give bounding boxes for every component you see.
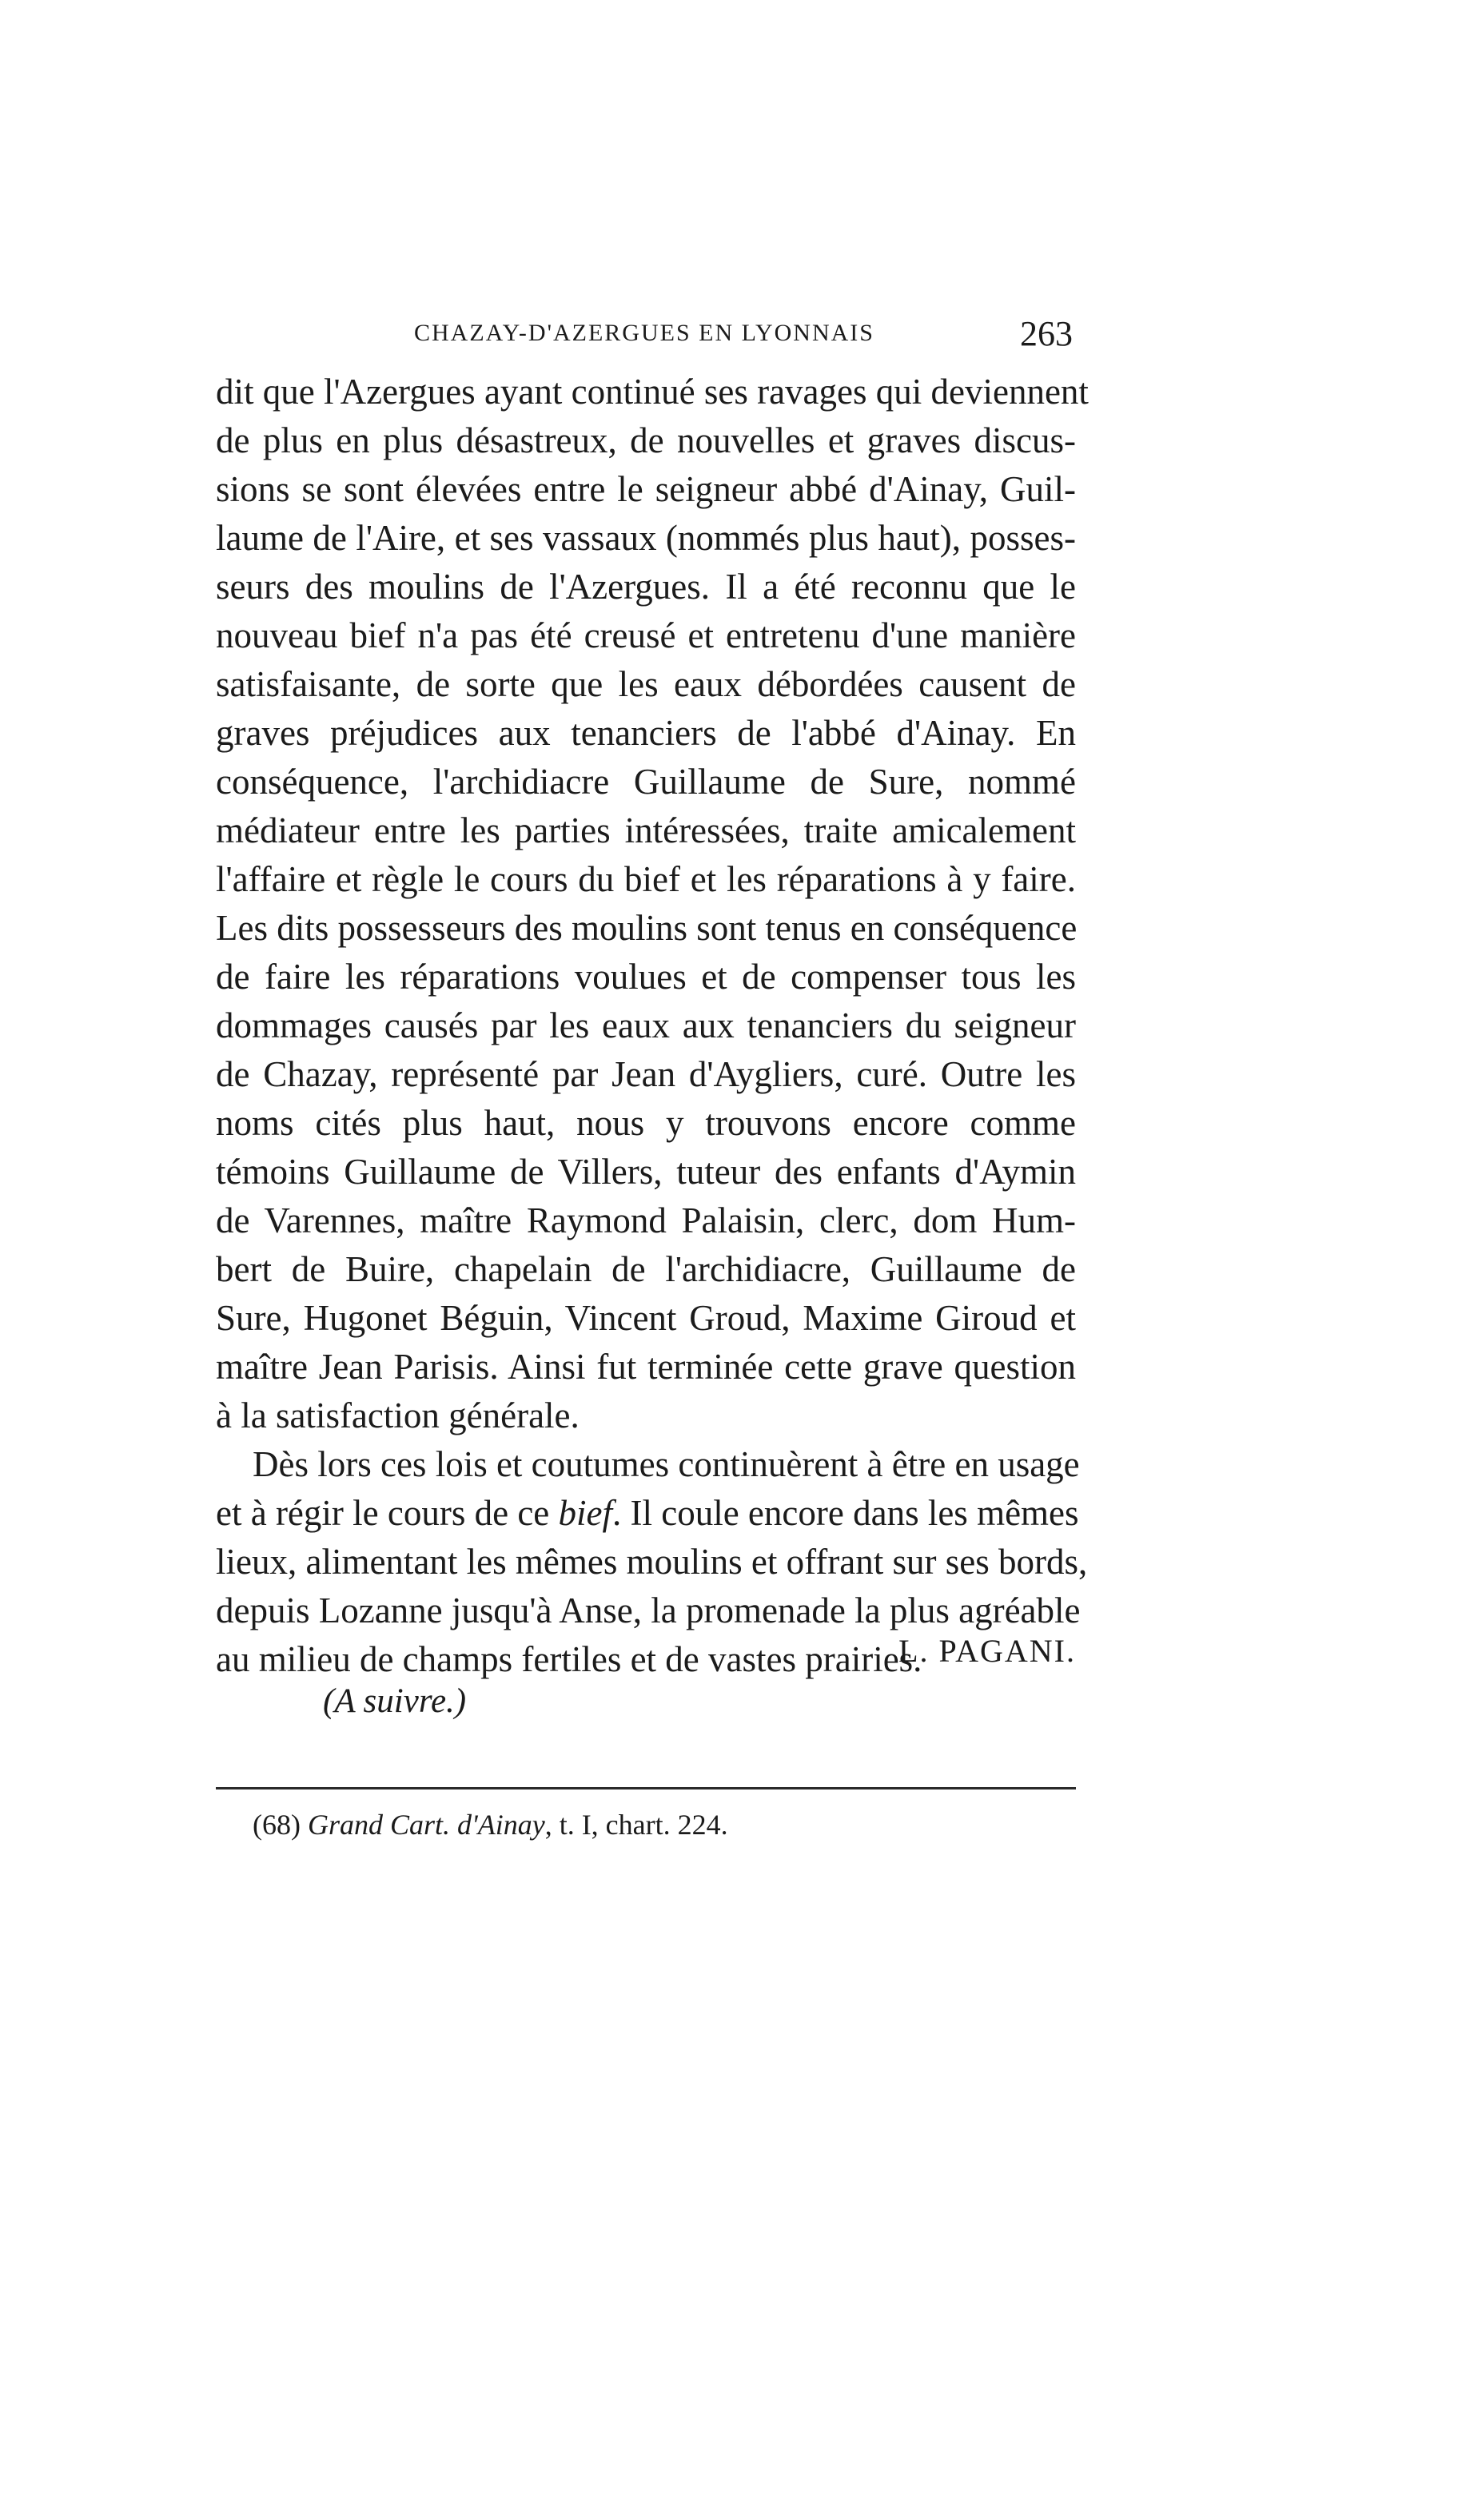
text-line: dommages causés par les eaux aux tenanciers du seigneur xyxy=(216,1005,1076,1045)
page-number: 263 xyxy=(1020,314,1073,353)
text-line: satisfaisante, de sorte que les eaux débordées causent de xyxy=(216,664,1076,704)
body-text xyxy=(216,368,1089,1684)
text-line: seurs des moulins de l'Azergues. Il a été reconnu que le xyxy=(216,567,1076,607)
page-header xyxy=(216,313,1076,361)
text-line: à la satisfaction générale. xyxy=(216,1395,580,1435)
text-segment: et à régir le cours de ce xyxy=(216,1493,559,1533)
text-line: maître Jean Parisis. Ainsi fut terminée cette grave question xyxy=(216,1347,1076,1387)
text-line: de faire les réparations voulues et de compenser tous les xyxy=(216,957,1076,997)
footnote-number: (68) xyxy=(253,1809,301,1841)
to-be-continued-note: (A suivre.) xyxy=(323,1682,467,1720)
text-segment: . Il coule encore dans les mêmes xyxy=(612,1493,1079,1533)
italic-word: bief xyxy=(558,1493,612,1533)
running-title: CHAZAY-D'AZERGUES EN LYONNAIS xyxy=(414,320,874,346)
footnote-divider xyxy=(216,1787,1076,1789)
footnote-source-details: , t. I, chart. 224. xyxy=(544,1809,728,1841)
text-line: l'affaire et règle le cours du bief et les réparations à y faire. xyxy=(216,859,1076,899)
text-line: dit que l'Azergues ayant continué ses ravages qui deviennent xyxy=(216,372,1089,412)
text-line: noms cités plus haut, nous y trouvons encore comme xyxy=(216,1103,1076,1143)
text-line: Sure, Hugonet Béguin, Vincent Groud, Maxime Giroud et xyxy=(216,1298,1076,1338)
footnote xyxy=(253,1808,728,1841)
text-line: depuis Lozanne jusqu'à Anse, la promenade la plus agréable xyxy=(216,1590,1081,1630)
text-line: au milieu de champs fertiles et de vastes prairies. xyxy=(216,1639,922,1679)
text-line xyxy=(216,1489,1079,1538)
text-line: médiateur entre les parties intéressées, traite amicalement xyxy=(216,810,1076,850)
text-line: Les dits possesseurs des moulins sont tenus en conséquence xyxy=(216,908,1078,948)
text-line: graves préjudices aux tenanciers de l'abbé d'Ainay. En xyxy=(216,713,1076,753)
text-line: nouveau bief n'a pas été creusé et entretenu d'une manière xyxy=(216,615,1076,655)
text-line: lieux, alimentant les mêmes moulins et offrant sur ses bords, xyxy=(216,1542,1088,1582)
text-line: laume de l'Aire, et ses vassaux (nommés plus haut), posses- xyxy=(216,518,1076,558)
text-line: de Chazay, représenté par Jean d'Aygliers, curé. Outre les xyxy=(216,1054,1076,1094)
text-line: Dès lors ces lois et coutumes continuèrent à être en usage xyxy=(253,1444,1080,1484)
footnote-source-title: Grand Cart. d'Ainay xyxy=(307,1809,545,1841)
text-line: de plus en plus désastreux, de nouvelles et graves discus- xyxy=(216,420,1076,460)
text-line: sions se sont élevées entre le seigneur abbé d'Ainay, Guil- xyxy=(216,469,1076,509)
text-line: conséquence, l'archidiacre Guillaume de Sure, nommé xyxy=(216,762,1076,802)
text-line: bert de Buire, chapelain de l'archidiacre, Guillaume de xyxy=(216,1249,1076,1289)
text-line: de Varennes, maître Raymond Palaisin, clerc, dom Hum- xyxy=(216,1200,1076,1240)
author-signature: L. PAGANI. xyxy=(898,1633,1076,1669)
text-line: témoins Guillaume de Villers, tuteur des enfants d'Aymin xyxy=(216,1152,1076,1192)
